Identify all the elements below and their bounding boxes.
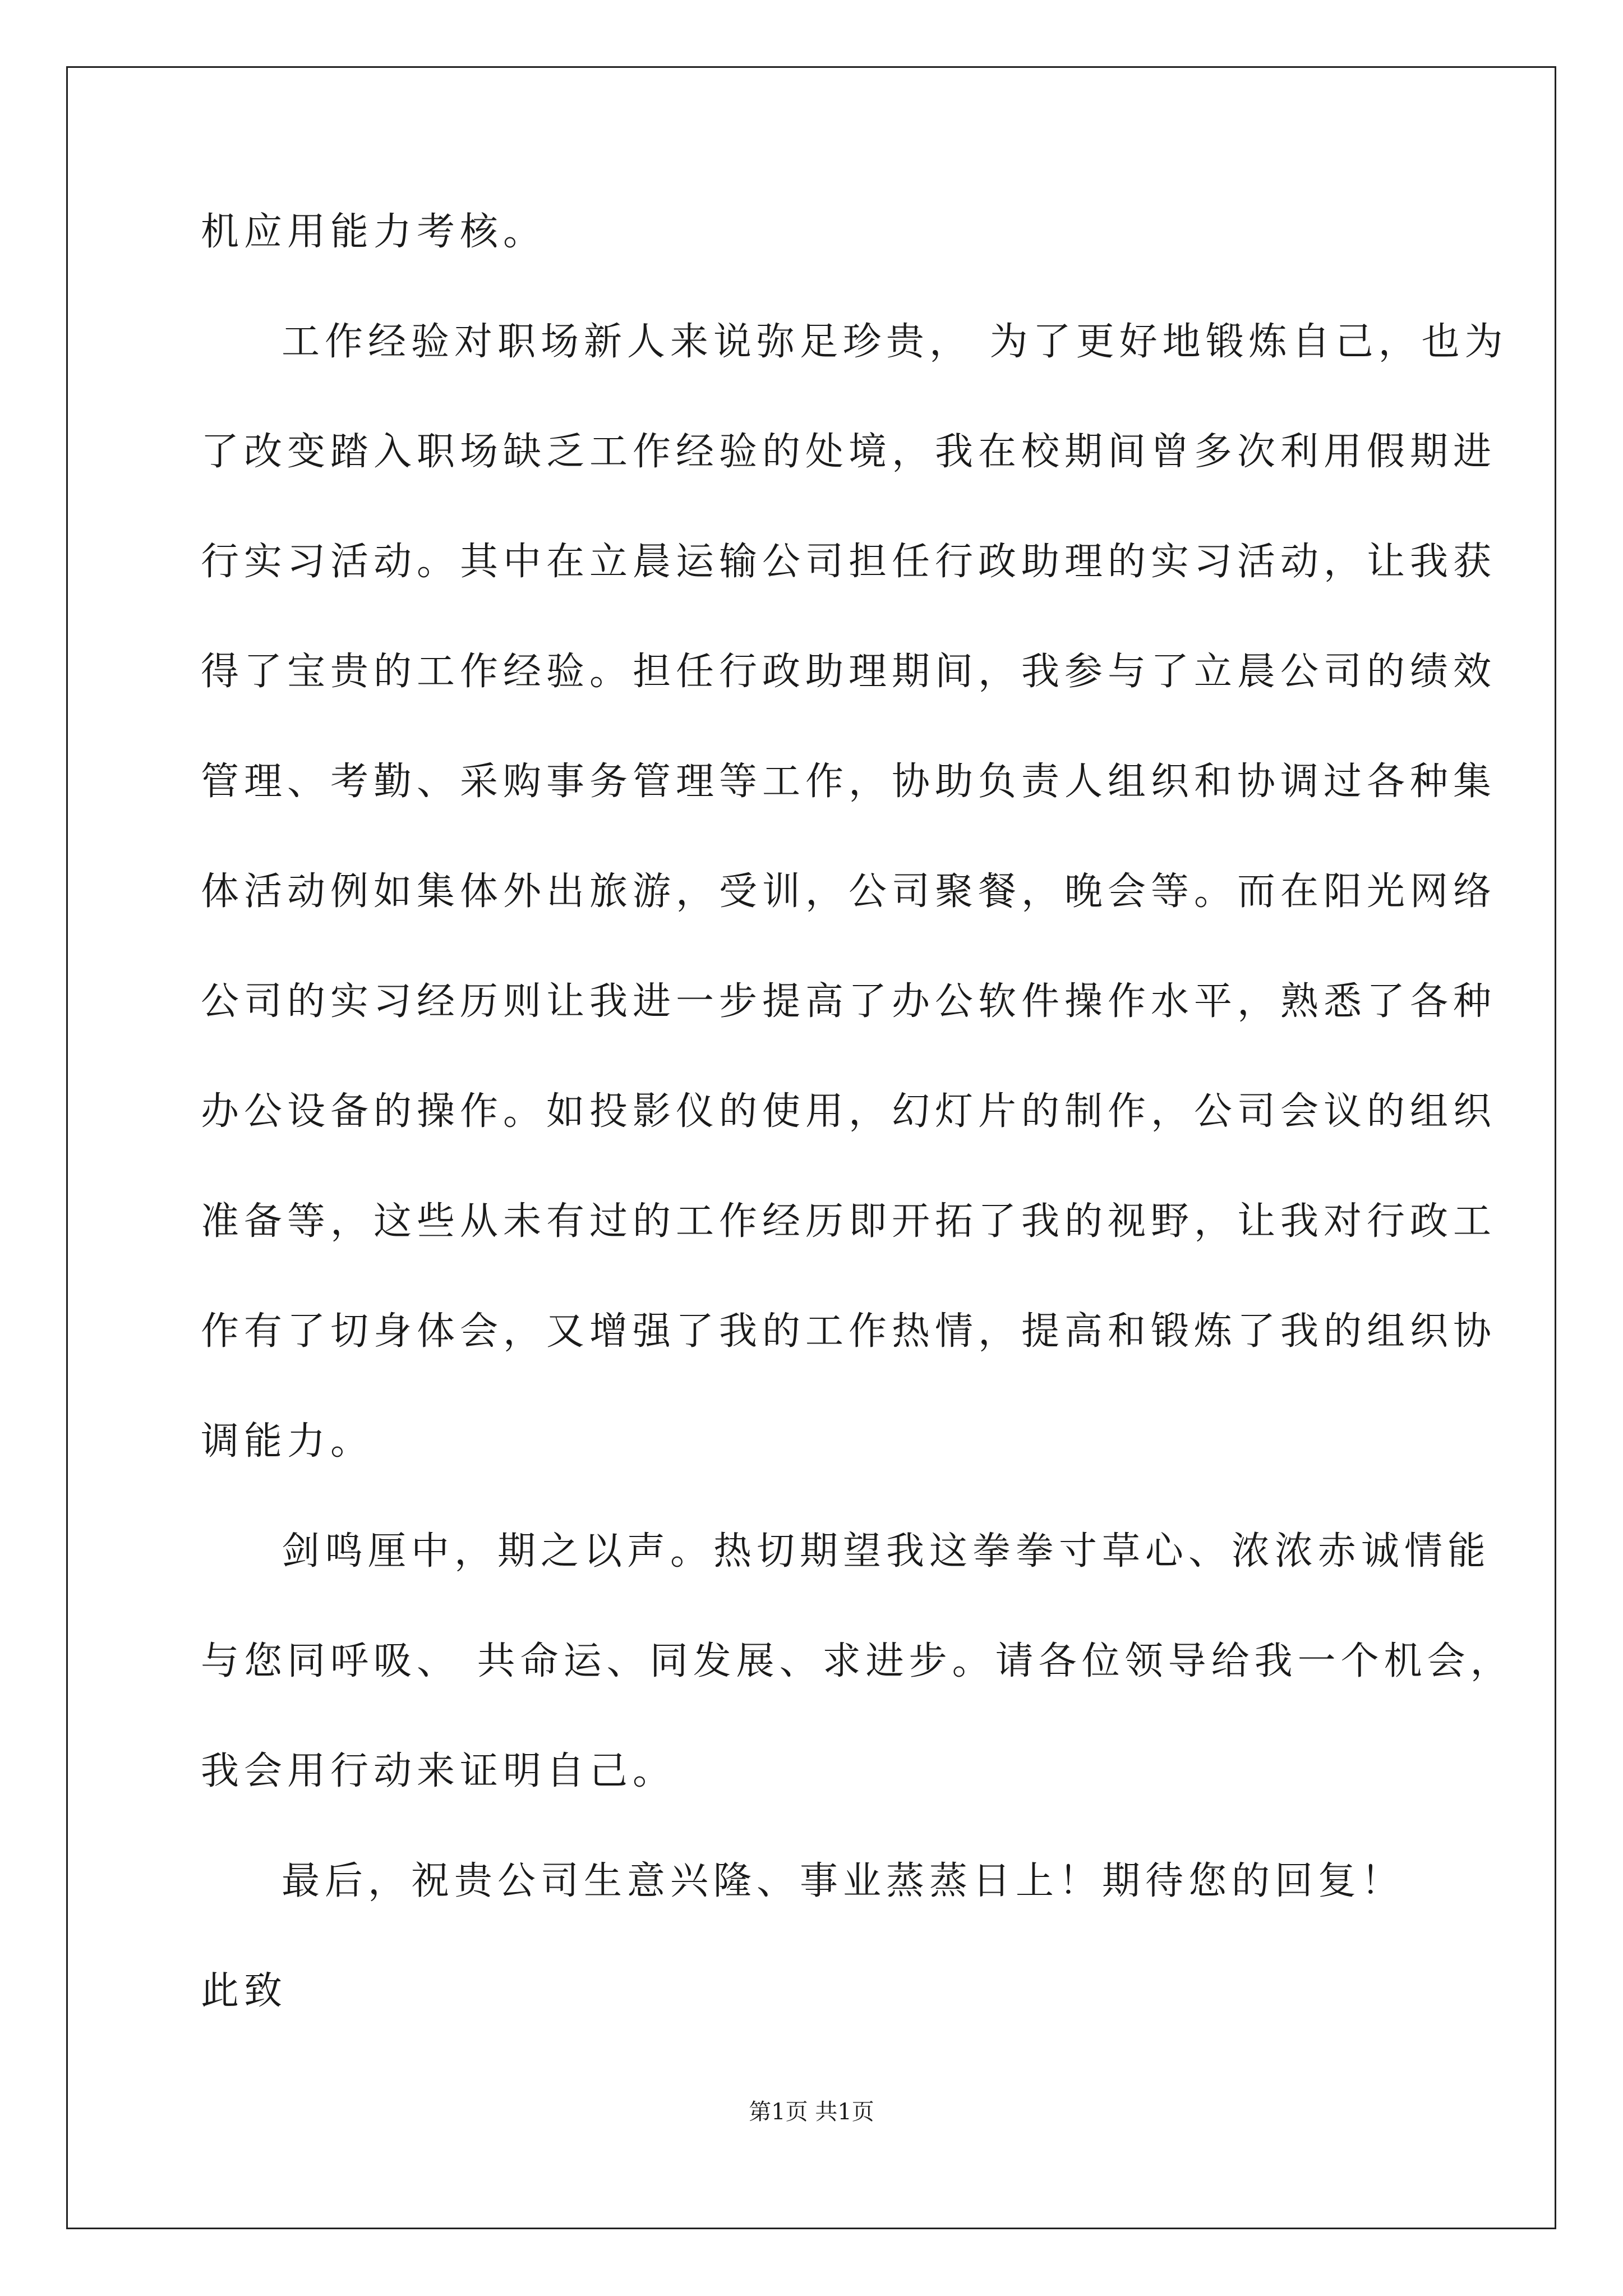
text-line: 体活动例如集体外出旅游，受训，公司聚餐，晚会等。而在阳光网络	[201, 869, 1497, 914]
text-line: 准备等，这些从未有过的工作经历即开拓了我的视野，让我对行政工	[201, 1199, 1497, 1244]
text-line: 公司的实习经历则让我进一步提高了办公软件操作水平，熟悉了各种	[201, 979, 1497, 1024]
text-line: 得了宝贵的工作经验。担任行政助理期间，我参与了立晨公司的绩效	[201, 650, 1497, 694]
text-line: 剑鸣厘中，期之以声。热切期望我这拳拳寸草心、浓浓赤诚情能	[282, 1529, 1491, 1573]
text-line: 工作经验对职场新人来说弥足珍贵， 为了更好地锻炼自己，也为	[282, 320, 1508, 364]
letter-body	[201, 210, 1514, 2080]
text-line: 机应用能力考核。	[201, 210, 547, 254]
text-line: 作有了切身体会，又增强了我的工作热情，提高和锻炼了我的组织协	[201, 1309, 1497, 1354]
page-footer: 第1页 共1页	[749, 2099, 874, 2125]
text-line: 行实习活动。其中在立晨运输公司担任行政助理的实习活动，让我获	[201, 540, 1497, 584]
text-line: 调能力。	[201, 1419, 374, 1464]
closing-salutation: 此致	[201, 1969, 288, 2013]
text-line: 办公设备的操作。如投影仪的使用，幻灯片的制作，公司会议的组织	[201, 1089, 1497, 1134]
text-line: 管理、考勤、采购事务管理等工作，协助负责人组织和协调过各种集	[201, 760, 1497, 804]
text-line: 最后，祝贵公司生意兴隆、事业蒸蒸日上！期待您的回复！	[282, 1859, 1405, 1903]
text-line: 了改变踏入职场缺乏工作经验的处境，我在校期间曾多次利用假期进	[201, 430, 1497, 474]
text-line: 与您同呼吸、 共命运、同发展、求进步。请各位领导给我一个机会，	[201, 1639, 1514, 1683]
text-line: 我会用行动来证明自己。	[201, 1749, 676, 1793]
